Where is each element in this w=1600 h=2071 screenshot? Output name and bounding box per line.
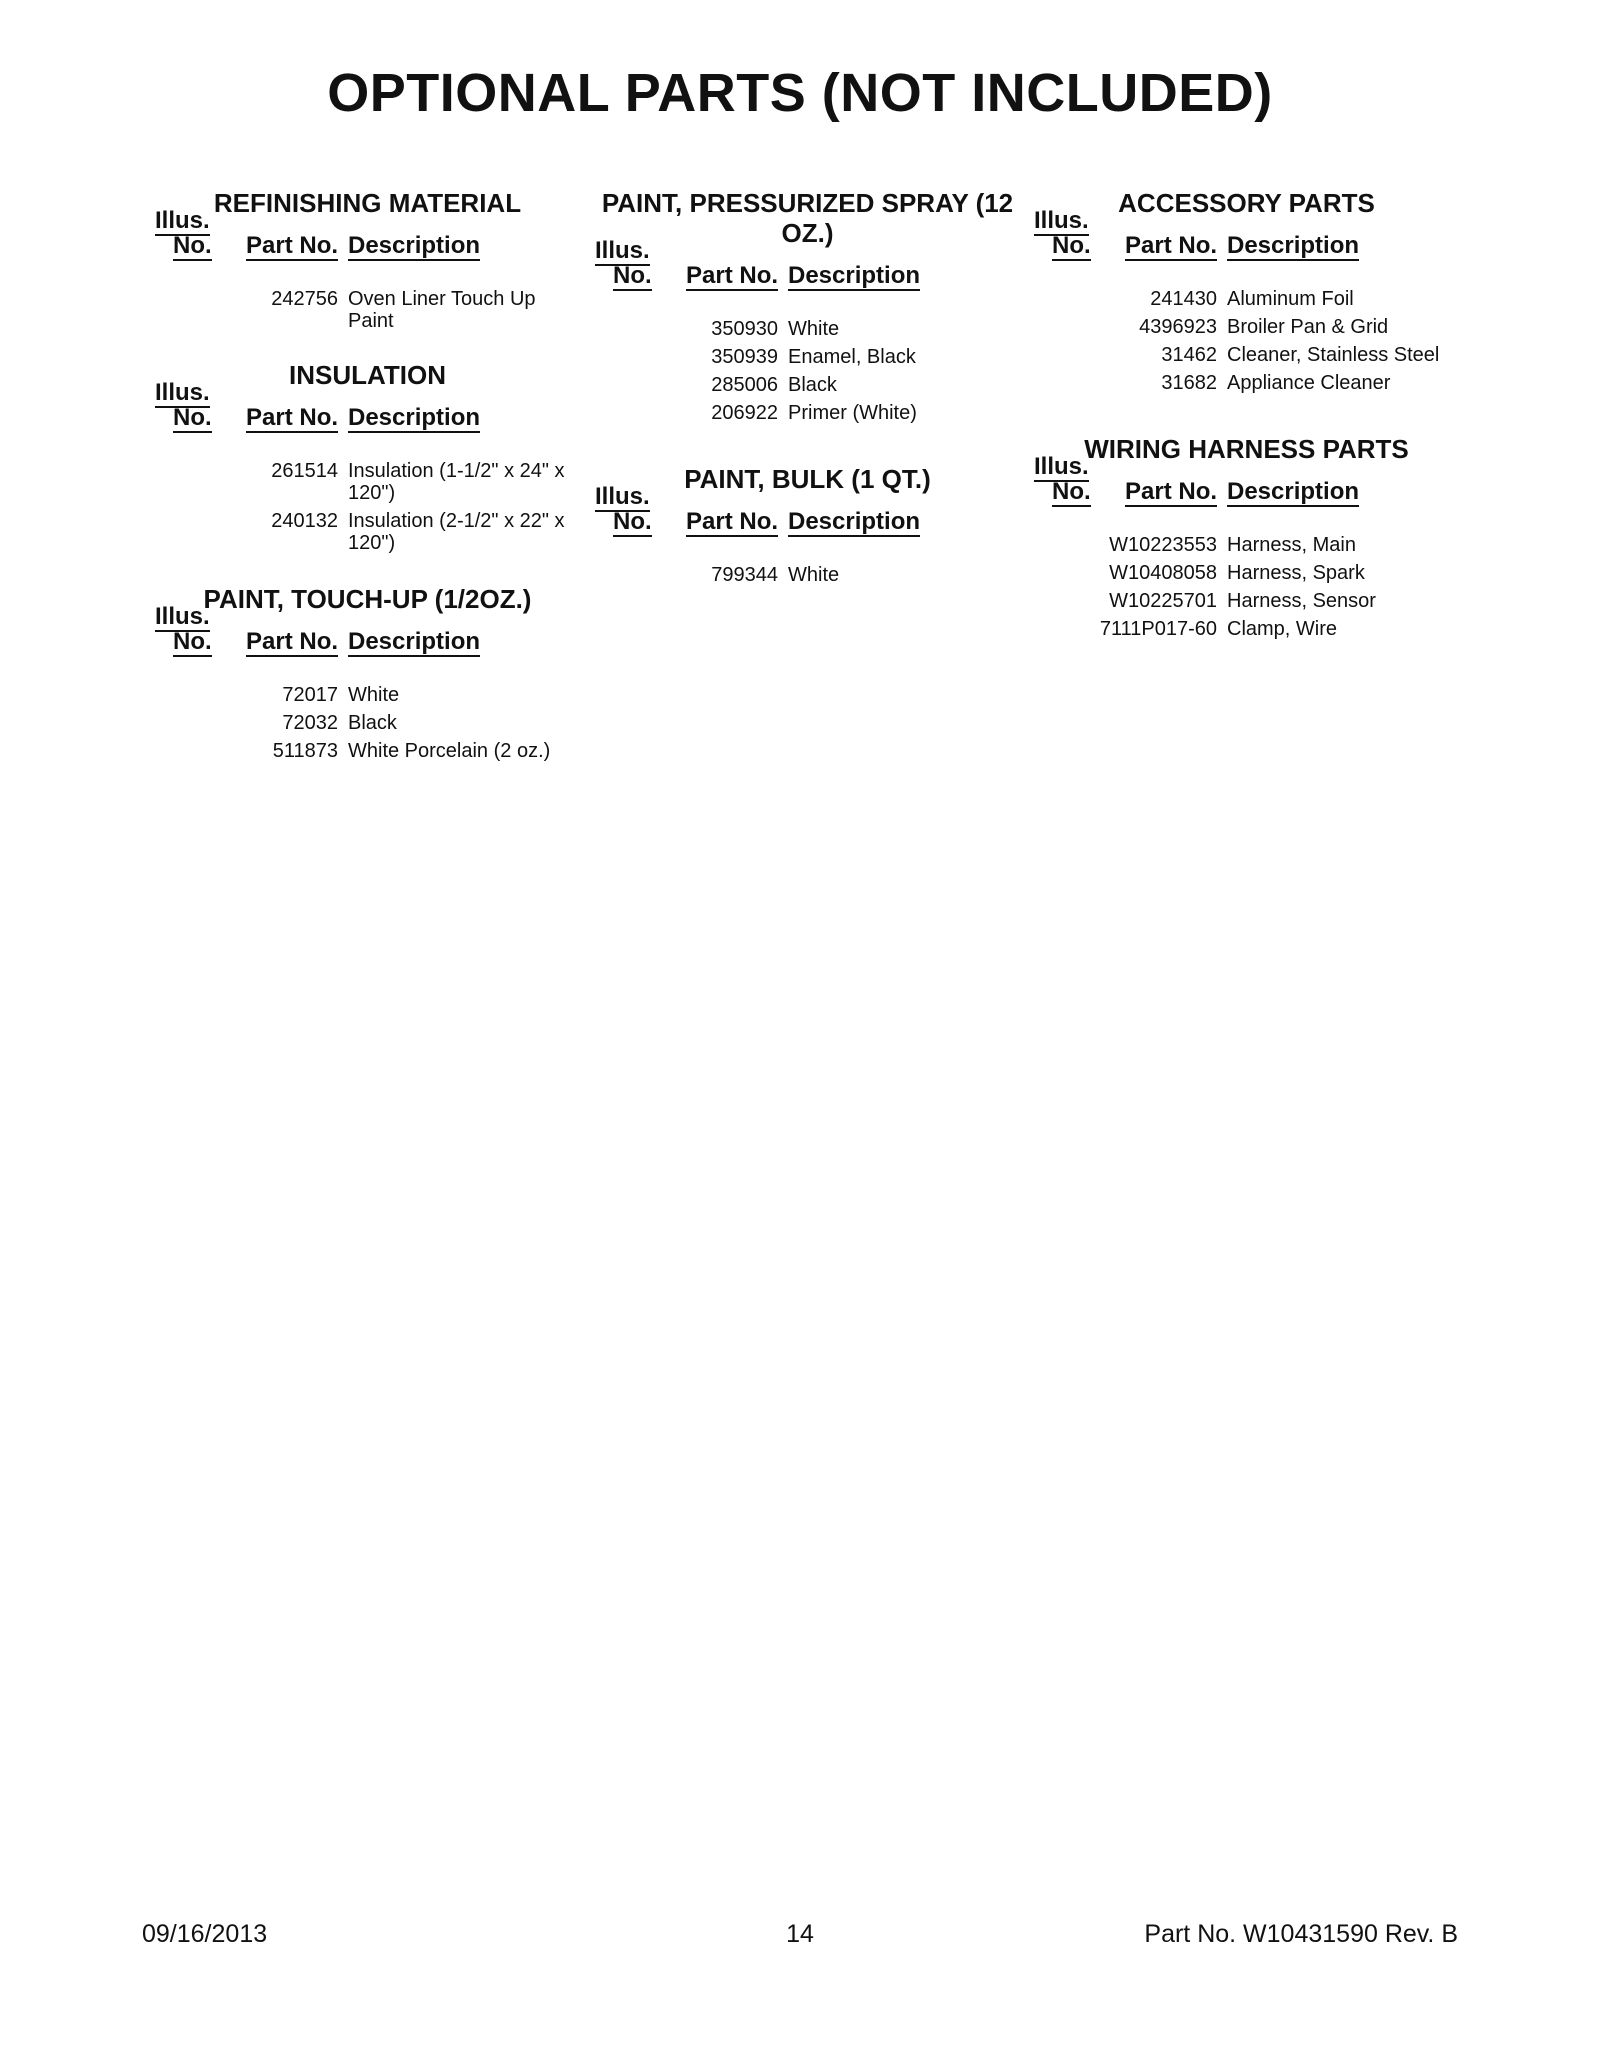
part-number: W10408058	[1109, 562, 1217, 584]
table-row	[1034, 618, 1454, 640]
part-description: White Porcelain (2 oz.)	[348, 740, 551, 762]
part-description: Insulation (1-1/2" x 24" x 120")	[348, 460, 565, 504]
part-number: 261514	[271, 460, 338, 482]
table-row	[155, 684, 575, 706]
column-middle	[595, 188, 1015, 592]
table-row	[1034, 534, 1454, 556]
part-description: Black	[348, 712, 397, 734]
table-header	[595, 237, 1015, 318]
part-number: 241430	[1150, 288, 1217, 310]
header-part-no: Part No.	[1125, 478, 1218, 505]
column-right	[1034, 188, 1454, 646]
header-illus: Illus.	[155, 603, 210, 630]
table-row	[1034, 316, 1454, 338]
header-illus: Illus.	[595, 237, 650, 264]
table-row	[155, 712, 575, 734]
part-number: 240132	[271, 510, 338, 532]
header-illus: Illus.	[155, 379, 210, 406]
part-description: Cleaner, Stainless Steel	[1227, 344, 1440, 366]
header-illus: Illus.	[1034, 207, 1089, 234]
header-part-no: Part No.	[1125, 232, 1218, 259]
part-description: Enamel, Black	[788, 346, 916, 368]
section-title: PAINT, PRESSURIZED SPRAY (12 OZ.)	[601, 188, 1014, 248]
part-description: White	[788, 318, 840, 340]
part-description: Broiler Pan & Grid	[1227, 316, 1389, 338]
header-no: No.	[173, 404, 212, 431]
part-number: W10225701	[1109, 590, 1217, 612]
section-title: REFINISHING MATERIAL	[213, 188, 522, 218]
table-row	[595, 346, 1015, 368]
part-description: Appliance Cleaner	[1227, 372, 1391, 394]
header-description: Description	[348, 232, 481, 259]
header-part-no: Part No.	[686, 508, 779, 535]
table-row	[1034, 288, 1454, 310]
header-part-no: Part No.	[246, 232, 339, 259]
table-header	[155, 379, 575, 460]
table-row	[595, 564, 1015, 586]
part-number: 285006	[711, 374, 778, 396]
part-description: Black	[788, 374, 837, 396]
table-row	[595, 402, 1015, 424]
part-number: W10223553	[1109, 534, 1217, 556]
header-no: No.	[613, 508, 652, 535]
header-description: Description	[788, 262, 921, 289]
header-part-no: Part No.	[686, 262, 779, 289]
part-number: 7111P017-60	[1099, 618, 1217, 640]
table-header	[1034, 453, 1454, 534]
part-number: 31682	[1161, 372, 1217, 394]
parts-list	[595, 564, 1015, 586]
section-title: PAINT, BULK (1 QT.)	[684, 464, 931, 494]
part-description: Clamp, Wire	[1227, 618, 1338, 640]
section-title: INSULATION	[289, 360, 446, 390]
header-no: No.	[613, 262, 652, 289]
parts-list	[1034, 288, 1454, 394]
part-number: 72017	[282, 684, 338, 706]
column-left	[155, 188, 575, 768]
table-header	[155, 603, 575, 684]
header-description: Description	[1227, 232, 1360, 259]
table-row	[1034, 590, 1454, 612]
part-number: 350939	[711, 346, 778, 368]
footer-page-number: 14	[786, 1920, 814, 1948]
table-row	[595, 318, 1015, 340]
part-number: 799344	[711, 564, 778, 586]
footer-part-number: Part No. W10431590 Rev. B	[1144, 1920, 1458, 1948]
header-illus: Illus.	[595, 483, 650, 510]
page-title: OPTIONAL PARTS (NOT INCLUDED)	[327, 63, 1273, 123]
part-description: Primer (White)	[788, 402, 917, 424]
part-description: Harness, Main	[1227, 534, 1356, 556]
part-number: 72032	[282, 712, 338, 734]
part-description: White	[788, 564, 840, 586]
section-insulation	[155, 360, 575, 554]
part-description: Harness, Sensor	[1227, 590, 1376, 612]
table-row	[155, 740, 575, 762]
table-header	[155, 207, 575, 288]
parts-list	[155, 684, 575, 762]
header-description: Description	[788, 508, 921, 535]
part-description: Oven Liner Touch Up Paint	[348, 288, 536, 332]
part-description: White	[348, 684, 400, 706]
table-row	[155, 460, 575, 504]
part-number: 242756	[271, 288, 338, 310]
section-touchup	[155, 584, 575, 762]
header-no: No.	[1052, 478, 1091, 505]
section-title: ACCESSORY PARTS	[1118, 188, 1375, 218]
parts-list	[155, 288, 575, 332]
part-description: Insulation (2-1/2" x 22" x 120")	[348, 510, 565, 554]
part-number: 31462	[1161, 344, 1217, 366]
table-header	[1034, 207, 1454, 288]
header-no: No.	[1052, 232, 1091, 259]
part-number: 350930	[711, 318, 778, 340]
header-part-no: Part No.	[246, 404, 339, 431]
table-row	[1034, 562, 1454, 584]
header-illus: Illus.	[155, 207, 210, 234]
table-row	[595, 374, 1015, 396]
section-bulk	[595, 464, 1015, 586]
section-wiring	[1034, 434, 1454, 640]
parts-list	[1034, 534, 1454, 640]
header-illus: Illus.	[1034, 453, 1089, 480]
section-spray	[595, 188, 1015, 424]
footer-date: 09/16/2013	[142, 1920, 268, 1948]
table-row	[155, 510, 575, 554]
header-description: Description	[348, 404, 481, 431]
table-header	[595, 483, 1015, 564]
header-description: Description	[348, 628, 481, 655]
section-title: PAINT, TOUCH-UP (1/2OZ.)	[203, 584, 532, 614]
part-number: 4396923	[1139, 316, 1217, 338]
part-number: 206922	[711, 402, 778, 424]
header-no: No.	[173, 232, 212, 259]
header-part-no: Part No.	[246, 628, 339, 655]
header-no: No.	[173, 628, 212, 655]
section-refinishing	[155, 188, 575, 332]
section-title: WIRING HARNESS PARTS	[1084, 434, 1409, 464]
parts-list	[155, 460, 575, 554]
table-row	[1034, 372, 1454, 394]
part-number: 511873	[272, 740, 338, 762]
table-row	[155, 288, 575, 332]
table-row	[1034, 344, 1454, 366]
part-description: Aluminum Foil	[1227, 288, 1354, 310]
parts-list	[595, 318, 1015, 424]
part-description: Harness, Spark	[1227, 562, 1365, 584]
header-description: Description	[1227, 478, 1360, 505]
section-accessory	[1034, 188, 1454, 394]
